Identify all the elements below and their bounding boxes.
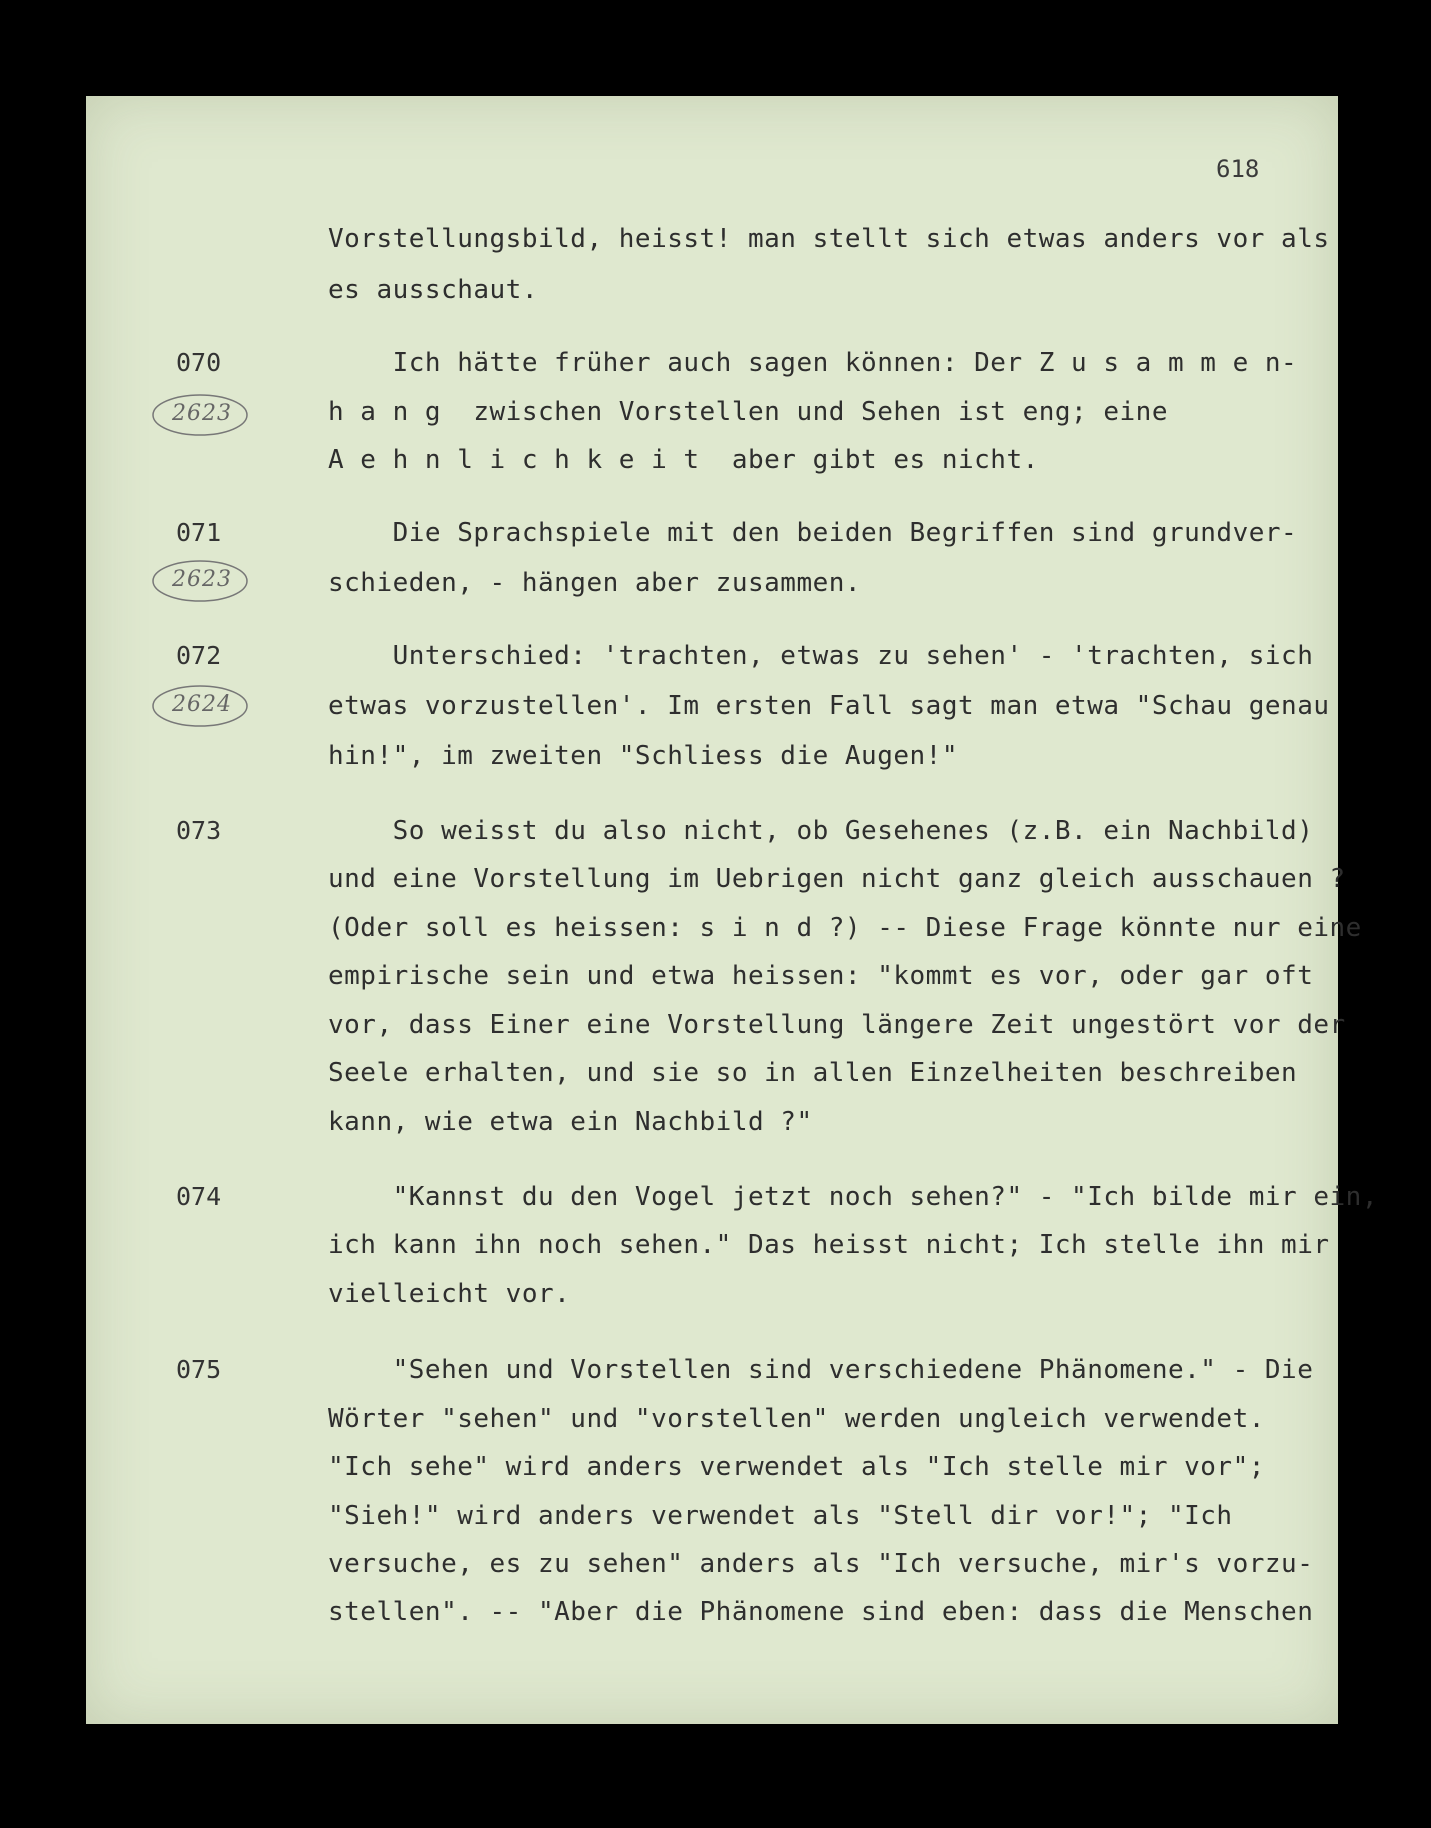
text-line: hin!", im zweiten "Schliess die Augen!": [328, 741, 958, 771]
text-line: Wörter "sehen" und "vorstellen" werden ungleich verwendet.: [328, 1404, 1265, 1434]
remark-number: 075: [176, 1355, 222, 1384]
remark-number: 072: [176, 641, 222, 670]
handwritten-number: 2624: [172, 692, 232, 717]
text-line: stellen". -- "Aber die Phänomene sind eben: dass die Menschen: [328, 1597, 1314, 1627]
remark-number: 070: [176, 348, 222, 377]
text-line: Die Sprachspiele mit den beiden Begriffen sind grundver-: [328, 518, 1298, 548]
handwritten-annotation: [150, 683, 250, 729]
remark-number: 073: [176, 816, 222, 845]
remark-number: 074: [176, 1182, 222, 1211]
text-line: "Sieh!" wird anders verwendet als "Stell dir vor!"; "Ich: [328, 1501, 1233, 1531]
text-line: Seele erhalten, und sie so in allen Einzelheiten beschreiben: [328, 1058, 1298, 1088]
text-line: A e h n l i c h k e i t aber gibt es nicht.: [328, 445, 1039, 475]
text-line: kann, wie etwa ein Nachbild ?": [328, 1107, 813, 1137]
page-number: 618: [1216, 155, 1260, 183]
handwritten-number: 2623: [172, 401, 232, 426]
text-line: (Oder soll es heissen: s i n d ?) -- Diese Frage könnte nur eine: [328, 913, 1362, 943]
text-line: "Sehen und Vorstellen sind verschiedene Phänomene." - Die: [328, 1355, 1314, 1385]
text-line: schieden, - hängen aber zusammen.: [328, 568, 862, 598]
text-line: etwas vorzustellen'. Im ersten Fall sagt man etwa "Schau genau: [328, 691, 1330, 721]
text-line: vielleicht vor.: [328, 1279, 571, 1309]
remark-number: 071: [176, 518, 222, 547]
text-line: Unterschied: 'trachten, etwas zu sehen' - 'trachten, sich: [328, 641, 1314, 671]
text-line: h a n g zwischen Vorstellen und Sehen ist eng; eine: [328, 397, 1168, 427]
text-line: Ich hätte früher auch sagen können: Der Z u s a m m e n-: [328, 348, 1298, 378]
handwritten-annotation: [150, 392, 250, 438]
text-line: es ausschaut.: [328, 275, 538, 305]
text-line: ich kann ihn noch sehen." Das heisst nicht; Ich stelle ihn mir: [328, 1230, 1330, 1260]
text-line: und eine Vorstellung im Uebrigen nicht ganz gleich ausschauen ?: [328, 864, 1346, 894]
text-line: So weisst du also nicht, ob Gesehenes (z.B. ein Nachbild): [328, 816, 1314, 846]
text-line: "Ich sehe" wird anders verwendet als "Ich stelle mir vor";: [328, 1452, 1265, 1482]
handwritten-annotation: [150, 558, 250, 604]
handwritten-number: 2623: [172, 567, 232, 592]
text-line: vor, dass Einer eine Vorstellung längere Zeit ungestört vor der: [328, 1010, 1346, 1040]
text-line: versuche, es zu sehen" anders als "Ich versuche, mir's vorzu-: [328, 1549, 1314, 1579]
text-line: "Kannst du den Vogel jetzt noch sehen?" - "Ich bilde mir ein,: [328, 1182, 1378, 1212]
text-line: empirische sein und etwa heissen: "kommt es vor, oder gar oft: [328, 961, 1314, 991]
text-line: Vorstellungsbild, heisst! man stellt sich etwas anders vor als: [328, 224, 1330, 254]
